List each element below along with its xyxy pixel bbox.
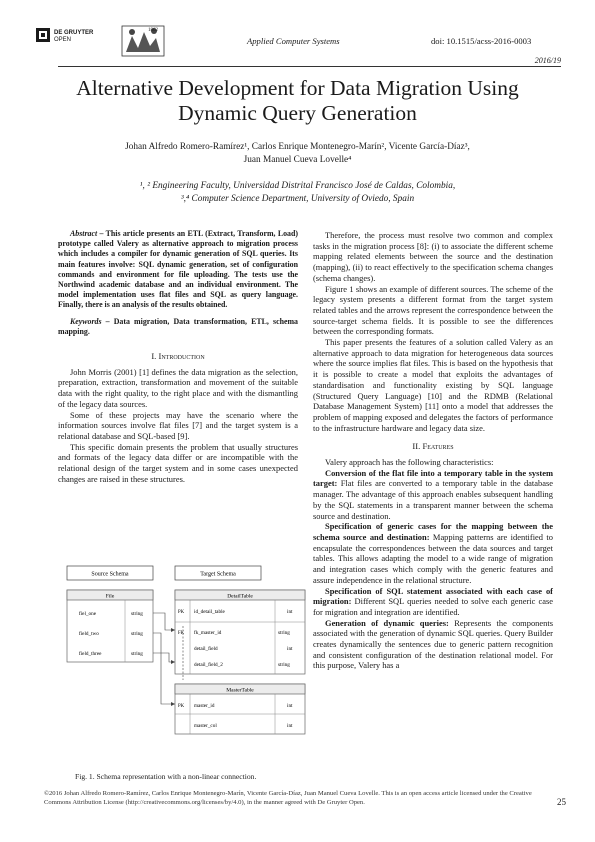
feature-3 (313, 586, 553, 618)
file-field-name: field_three (79, 651, 102, 657)
detail-field-name: fk_master_id (194, 630, 222, 636)
abstract (58, 229, 298, 311)
feature-3-title: Specification of SQL statement associated with each case of migration: (313, 585, 553, 607)
seal-icon (120, 22, 166, 60)
intro-paragraph-3: This specific domain presents the problem that usually structures and formats of the legacy data differ or are incompatible with the relational design of the target system and in some cases unexpected changes are raised in these structures. (58, 441, 298, 484)
master-field-type: int (287, 723, 293, 729)
pk-marker: PK (178, 704, 185, 709)
detail-field-name: detail_field (194, 646, 218, 652)
right-column (313, 230, 553, 671)
doi: doi: 10.1515/acss-2016-0003 (431, 36, 532, 46)
file-field-type: string (131, 651, 143, 657)
right-paragraph-3: This paper presents the features of a solution called Valery as an alternative approach to data migration for heterogeneous data sources where the source implies flat files. This is based on the hypothesis that it is possible to create a model that exploits the advantages of standardisation and functionality existing by SQL language (Structured Query Language) [10] and the RDMB (Relational Database Management System) [11] onto a model that addresses the problem of mapping exposed and delegates the factors of performance to the infrastructure hardware and legacy data size. (313, 337, 553, 433)
left-column (58, 229, 298, 484)
section-heading-introduction: I. Introduction (151, 351, 205, 362)
arrow-head-icon (171, 702, 175, 706)
intro-paragraph-2: Some of these projects may have the scenario where the information sources involve flat files [7] and the target system is a relational database and SQL-based [9]. (58, 409, 298, 441)
feature-1 (313, 468, 553, 522)
master-field-type: int (287, 703, 293, 709)
svg-text:1862: 1862 (148, 28, 158, 33)
de-gruyter-logo-icon (36, 26, 116, 52)
detail-field-name: id_detail_table (194, 609, 225, 615)
arrow-head-icon (171, 628, 175, 632)
file-field-name: field_two (79, 631, 99, 637)
master-field-name: master_col (194, 723, 217, 729)
copyright-notice: ©2016 Johan Alfredo Romero-Ramírez, Carlos Enrique Montenegro-Marín, Vicente García-Díaz, Juan Manuel Cueva Lovelle. This is an open access article licensed under the Creative Commons Attribution License (http://creativecommons.org/licenses/by/4.0), in the manner agreed with De Gruyter Open. (44, 790, 532, 806)
feature-4-text: Represents the components associated with the generation of dynamic SQL queries. Query Builder creates dynamically the sentences due to generic pattern recognition and consistent configuration of the destination relational model. For this purpose, Valery has a (313, 617, 553, 671)
detail-field-type: string (278, 662, 290, 668)
source-schema-header: Source Schema (91, 571, 129, 578)
right-paragraph-2: Figure 1 shows an example of different sources. The scheme of the legacy system presents a different format from the target system related tables and the arrows represent the correspondence between the source-target schema fields. It is possible to see the differences between the corresponding formats. (313, 283, 553, 337)
fk-marker: FK (178, 631, 185, 636)
figure-1-caption: Fig. 1. Schema representation with a non-linear connection. (75, 772, 257, 781)
keywords-label: Keywords (70, 316, 102, 326)
arrow-heads (171, 628, 175, 706)
authors-line-1: Johan Alfredo Romero-Ramírez¹, Carlos Enrique Montenegro-Marín², Vicente García-Díaz³, (125, 142, 470, 152)
header-rule (58, 66, 561, 67)
feature-4-title: Generation of dynamic queries: (325, 617, 449, 628)
feature-1-title: Conversion of the flat file into a temporary table in the system target: (313, 467, 553, 489)
paper-title: Alternative Development for Data Migration Using Dynamic Query Generation (76, 76, 519, 125)
file-field-type: string (131, 631, 143, 637)
abstract-text: – This article presents an ETL (Extract, Transform, Load) prototype called Valery as alternative approach to migration process which includes a compiler for dynamic generation of SQL queries. Its main features involve: SQL dynamic generation, set of configuration commands and environment for file uploading. The tests use the Northwind academic database and an individual environment. The model implementation uses flat files and SQL as query language. Finally, there is an analysis of the results obtained. (58, 229, 298, 310)
keywords (58, 317, 298, 337)
figure-1-schema-diagram (65, 562, 310, 767)
feature-4 (313, 618, 553, 672)
intro-paragraph-1: John Morris (2001) [1] defines the data migration as the selection, preparation, extraction, transformation and movement of the suitable data with the right quality, to the right place and with the dismantling of the legacy data sources. (58, 366, 298, 409)
feature-3-text: Different SQL queries needed to solve each generic case for migration and integration are identified. (313, 596, 553, 617)
volume-year: 2016/19 (534, 56, 561, 65)
section-heading-features: II. Features (412, 441, 454, 452)
detail-field-type: int (287, 609, 293, 615)
university-seal (120, 22, 166, 65)
affiliation-2: ³,⁴ Computer Science Department, University of Oviedo, Spain (180, 193, 415, 204)
right-paragraph-1: Therefore, the process must resolve two common and complex tasks in the migration process [8]: (i) to associate the different scheme mapping related elements between the source and the destination (mapping), (ii) to react effectively to the specification schema changes (schema changes). (313, 230, 553, 283)
svg-text:OPEN: OPEN (54, 37, 72, 43)
file-field-type: string (131, 611, 143, 617)
author-list (50, 141, 545, 166)
feature-2 (313, 521, 553, 585)
feature-2-title: Specification of generic cases for the mapping between the schema source and destination: (313, 521, 553, 542)
affiliation-1: ¹, ² Engineering Faculty, Universidad Distrital Francisco José de Caldas, Colombia, (139, 181, 456, 191)
file-table-title: File (105, 593, 115, 600)
mapping-arrow (153, 613, 175, 630)
master-table-title: MasterTable (226, 687, 254, 694)
affiliations (60, 180, 535, 205)
keywords-text: – Data migration, Data transformation, ETL, schema mapping. (58, 316, 298, 336)
svg-text:DE GRUYTER: DE GRUYTER (54, 30, 94, 36)
detail-field-name: detail_field_2 (194, 662, 223, 668)
schema-diagram (65, 562, 310, 767)
file-field-name: fiel_one (79, 611, 96, 617)
mapping-arrow (153, 633, 175, 704)
features-intro: Valery approach has the following characteristics: (325, 457, 494, 468)
arrow-head-icon (171, 660, 175, 664)
detail-field-type: int (287, 646, 293, 652)
journal-name: Applied Computer Systems (247, 36, 340, 46)
abstract-label: Abstract (70, 229, 98, 238)
feature-2-text: Mapping patterns are identified to encapsulate the correspondences between the data sources and target tables. This allows adapting the model to a wide range of migration and integration cases which comply with the generic features and assure independence in the relational structure. (313, 531, 553, 585)
page-number: 25 (557, 797, 566, 807)
master-field-name: master_id (194, 703, 215, 709)
feature-1-text: Flat files are converted to a temporary table in the database manager. The advantage of this approach enables subsequent handling by the SQL statements in a transparent manner between the schema source and destination. (313, 478, 553, 521)
detail-table-title: DetailTable (227, 593, 253, 600)
pk-marker: PK (178, 610, 185, 615)
publisher-logo (36, 26, 116, 57)
authors-line-2: Juan Manuel Cueva Lovelle⁴ (243, 154, 352, 165)
detail-field-type: string (278, 630, 290, 636)
target-schema-header: Target Schema (200, 571, 236, 578)
